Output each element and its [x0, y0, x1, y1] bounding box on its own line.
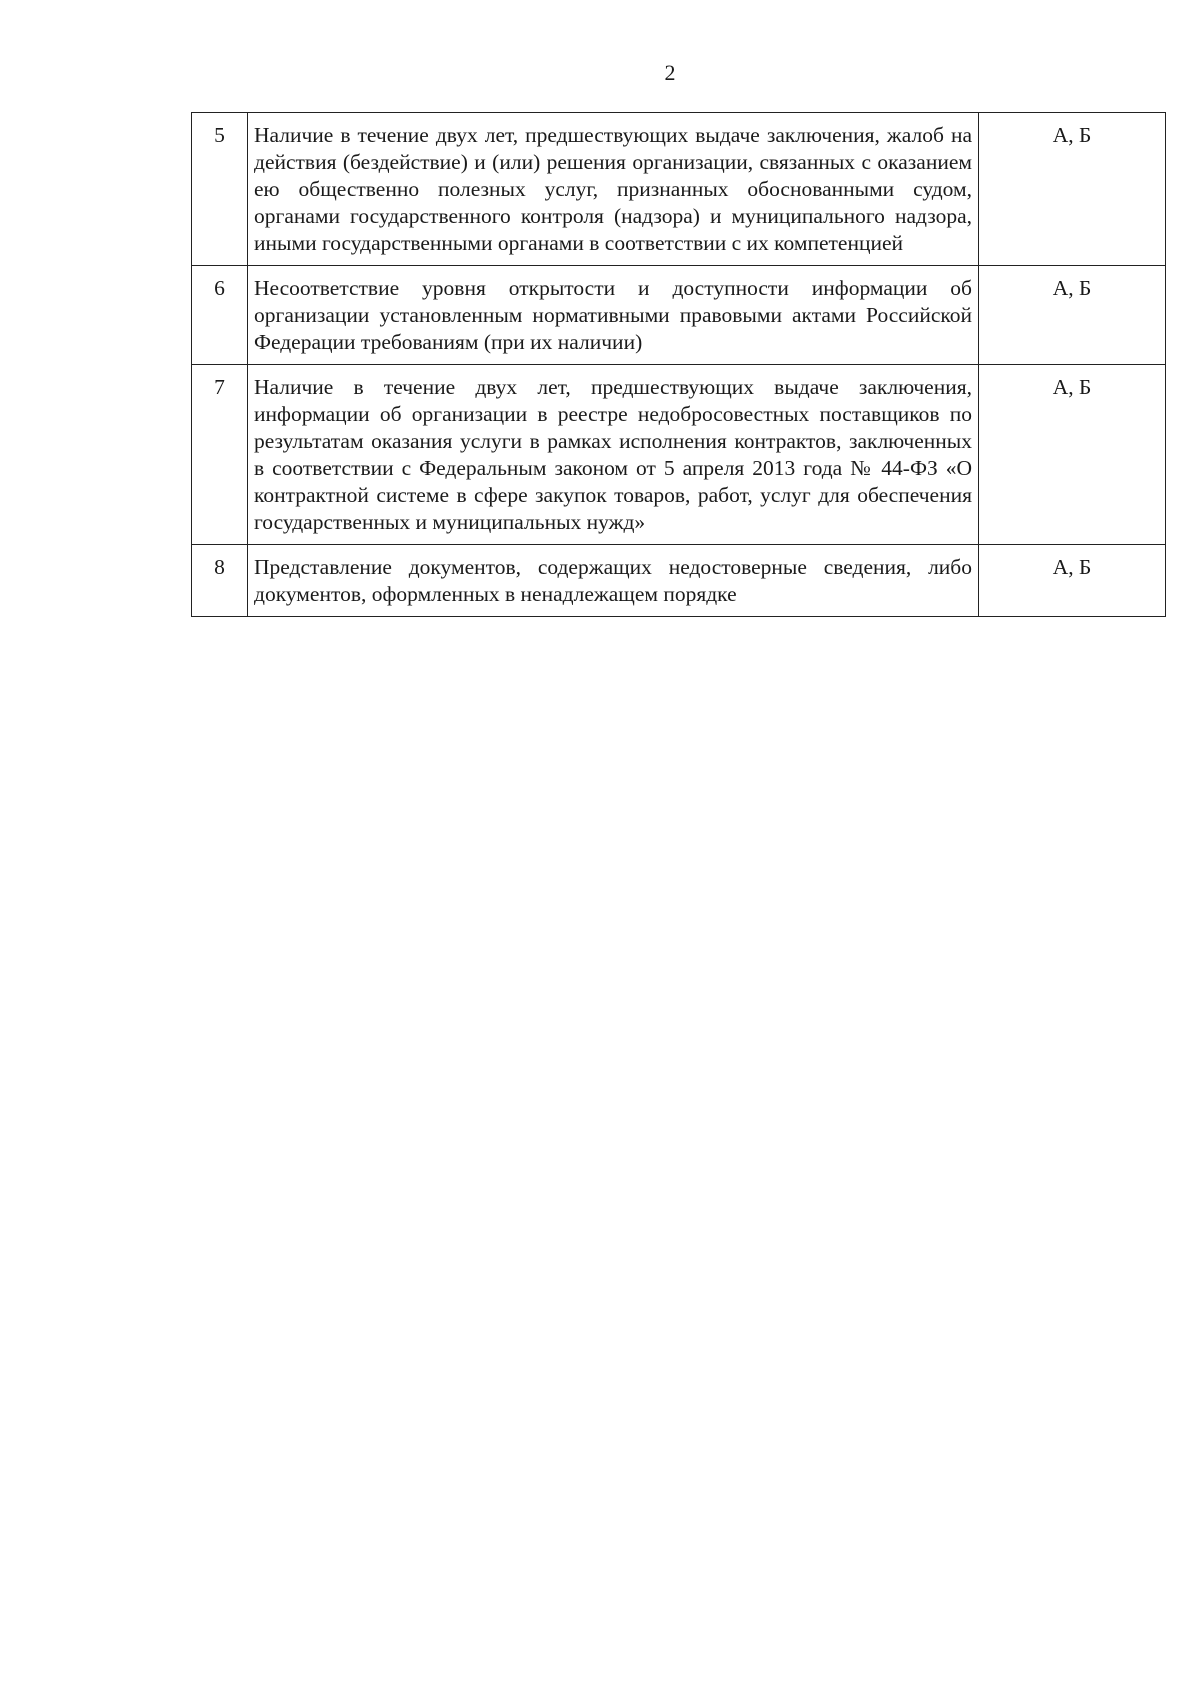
criteria-table — [191, 112, 1166, 617]
row-text: Наличие в течение двух лет, предшествующих выдаче заключения, жалоб на действия (бездействие) и (или) решения организации, связанных с оказанием ею общественно полезных услуг, признанных обоснованными судом, органами государственного контроля (надзора) и муниципального надзора, иными государственными органами в соответствии с их компетенцией — [248, 113, 979, 266]
row-text: Наличие в течение двух лет, предшествующих выдаче заключения, информации об организации в реестре недобросовестных поставщиков по результатам оказания услуги в рамках исполнения контрактов, заключенных в соответствии с Федеральным законом от 5 апреля 2013 года № 44-ФЗ «О контрактной системе в сфере закупок товаров, работ, услуг для обеспечения государственных и муниципальных нужд» — [248, 365, 979, 545]
row-number: 6 — [192, 266, 248, 365]
row-category: А, Б — [979, 266, 1166, 365]
table-row — [192, 266, 1166, 365]
row-number: 7 — [192, 365, 248, 545]
table-row — [192, 365, 1166, 545]
page-number: 2 — [664, 60, 676, 85]
table-row — [192, 545, 1166, 617]
row-number: 8 — [192, 545, 248, 617]
table-row — [192, 113, 1166, 266]
row-category: А, Б — [979, 113, 1166, 266]
row-text: Несоответствие уровня открытости и доступности информации об организации установленным нормативными правовыми актами Российской Федерации требованиям (при их наличии) — [248, 266, 979, 365]
row-text: Представление документов, содержащих недостоверные сведения, либо документов, оформленных в ненадлежащем порядке — [248, 545, 979, 617]
row-category: А, Б — [979, 365, 1166, 545]
row-number: 5 — [192, 113, 248, 266]
row-category: А, Б — [979, 545, 1166, 617]
